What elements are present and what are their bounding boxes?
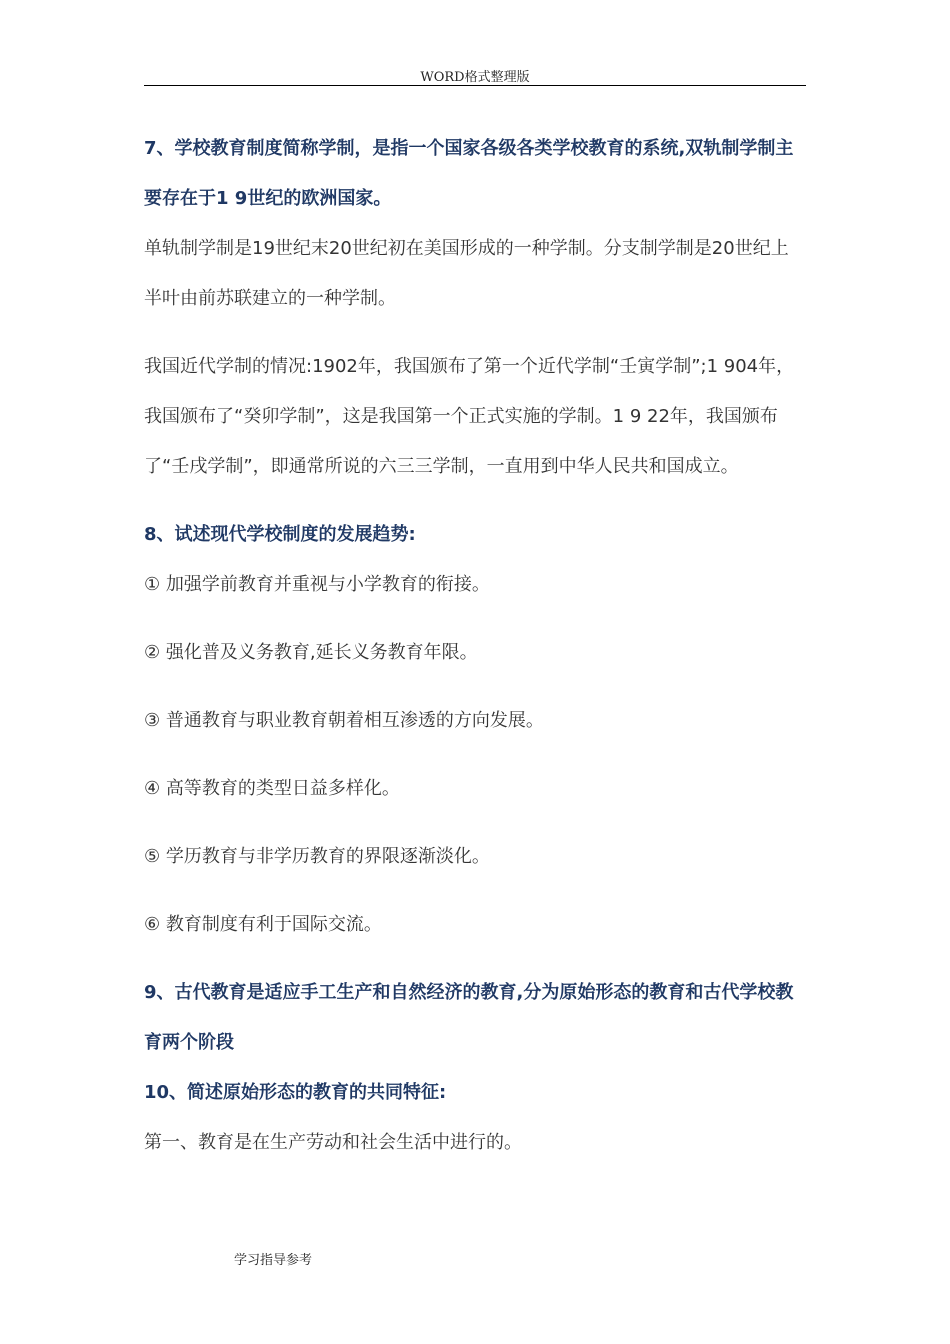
list-item: ③ 普通教育与职业教育朝着相互渗透的方向发展。 (144, 710, 544, 731)
document-body (144, 124, 806, 1168)
section-10-paragraph-1: 第一、教育是在生产劳动和社会生活中进行的。 (144, 1132, 522, 1153)
list-item: ⑥ 教育制度有利于国际交流。 (144, 914, 382, 935)
list-item: ① 加强学前教育并重视与小学教育的衔接。 (144, 574, 490, 595)
list-item: ② 强化普及义务教育,延长义务教育年限。 (144, 642, 478, 663)
section-7-paragraph-2: 我国近代学制的情况:1902年，我国颁布了第一个近代学制“壬寅学制”;1 904年，我国颁布了“癸卯学制”，这是我国第一个正式实施的学制。1 9 22年，我国颁布了“壬戌学制”，即通常所说的六三三学制，一直用到中华人民共和国成立。 (144, 356, 795, 477)
page-footer: 学习指导参考 (234, 1253, 313, 1268)
list-item: ④ 高等教育的类型日益多样化。 (144, 778, 400, 799)
section-7-paragraph-1: 单轨制学制是19世纪末20世纪初在美国形成的一种学制。分支制学制是20世纪上半叶由前苏联建立的一种学制。 (144, 238, 789, 309)
section-9-heading: 9、古代教育是适应手工生产和自然经济的教育,分为原始形态的教育和古代学校教育两个阶段 (144, 982, 794, 1053)
list-item: ⑤ 学历教育与非学历教育的界限逐渐淡化。 (144, 846, 490, 867)
header-divider (144, 85, 806, 86)
section-8-heading: 8、试述现代学校制度的发展趋势: (144, 524, 416, 545)
section-10-heading: 10、简述原始形态的教育的共同特征: (144, 1082, 447, 1103)
page-header: WORD格式整理版 (420, 70, 530, 85)
section-7-heading: 7、学校教育制度简称学制，是指一个国家各级各类学校教育的系统,双轨制学制主要存在于1 9世纪的欧洲国家。 (144, 138, 794, 209)
